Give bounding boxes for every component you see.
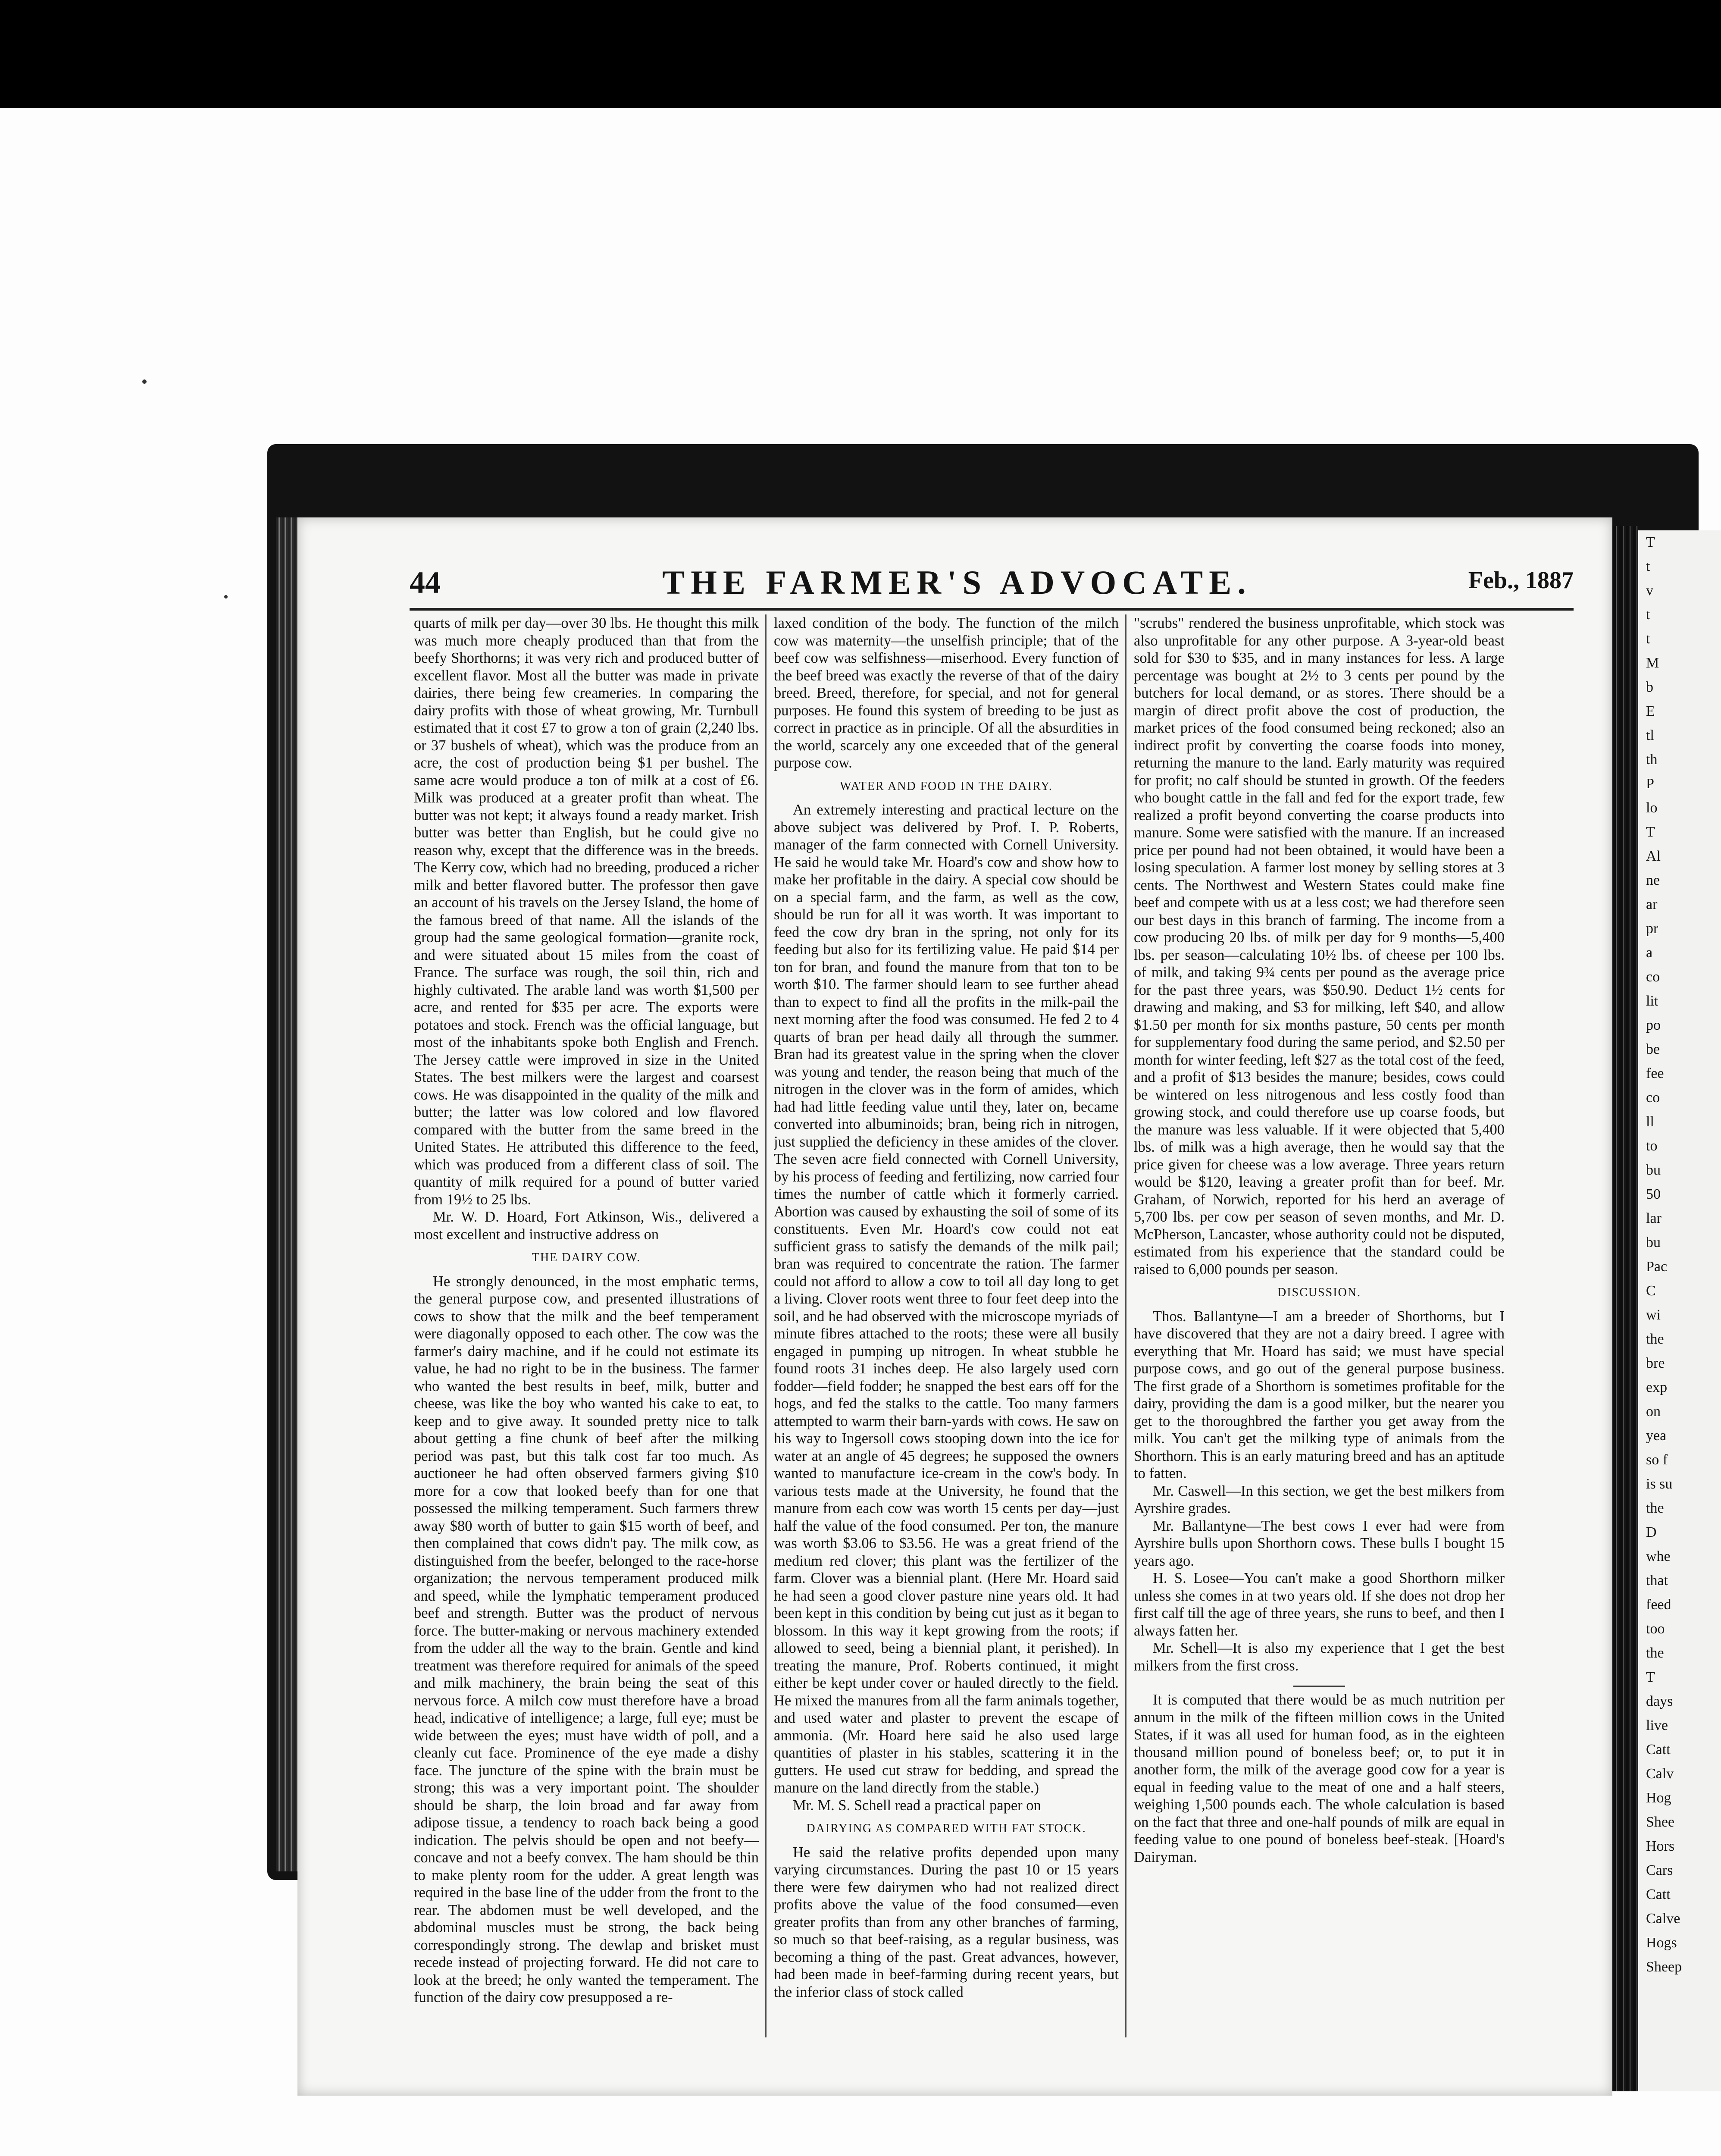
adjacent-page-fragment-text: 50 (1646, 1186, 1661, 1202)
adjacent-page-fragment-text: is su (1646, 1476, 1673, 1492)
adjacent-page-fragment (1638, 530, 1721, 2091)
column-separator (765, 614, 767, 2037)
adjacent-page-fragment-text: Calv (1646, 1766, 1674, 1782)
adjacent-page-fragment-text: T (1646, 1669, 1655, 1685)
adjacent-page-fragment-text: T (1646, 534, 1655, 550)
adjacent-page-fragment-text: Sheep (1646, 1959, 1682, 1975)
adjacent-page-fragment-text: bu (1646, 1162, 1661, 1178)
page-edge (1612, 526, 1638, 2091)
adjacent-page-fragment-text: bu (1646, 1235, 1661, 1250)
adjacent-page-fragment-text: a (1646, 945, 1653, 961)
adjacent-page-fragment-text: v (1646, 583, 1653, 599)
article-column-2 (774, 614, 1119, 2063)
adjacent-page-fragment-text: co (1646, 1090, 1660, 1106)
paragraph: An extremely interesting and practical lecture on the above subject was delivered by Prof. I. P. Roberts, manager of the farm connected with Cornell University. He said he would take Mr. Hoard's cow and show how to make her profitable in the dairy. A special cow should be on a special farm, and the farm, as well as the cow, should be run for all it was worth. It was important to feed the cow dry bran in the spring, not only for its feeding but also for its fertilizing value. He paid $14 per ton for bran, and found the manure from that ton to be worth $10. The farmer should learn to see further ahead than to expect to find all the profits in the milk-pail the next morning after the food was consumed. He fed 2 to 4 quarts of bran per head daily all through the summer. Bran had its greatest value in the spring when the clover was young and tender, the reason being that much of the nitrogen in the clover was in the form of amides, which had had little feeding value until they, later on, became converted into albuminoids; bran, being rich in nitrogen, just supplied the deficiency in these amides of the clover. The seven acre field connected with Cornell University, by his process of feeding and fertilizing, now carried four times the number of cattle which it formerly carried. Abortion was caused by exhausting the soil of some of its constituents. Even Mr. Hoard's cow could not eat sufficient grass to satisfy the demands of the milk pail; bran was required to concentrate the ration. The farmer could not afford to allow a cow to toil all day long to get a living. Clover roots went three to four feet deep into the soil, and he had observed with the microscope myriads of minute fibres attached to the roots; these were all busily engaged in pumping up nitrogen. In wheat stubble he found roots 31 inches deep. He also largely used corn fodder—field fodder; he snapped the best ears off for the hogs, and fed the stalks to the cattle. Too many farmers attempted to warm their barn-yards with cows. He saw on his way to Ingersoll cows stooping down into the ice for water at an angle of 45 degrees; he supposed the owners wanted to manufacture ice-cream in the cow's body. In various tests made at the University, he found that the manure from each cow was worth 15 cents per day—just half the value of the food consumed. Per ton, the manure was worth $3.06 to $3.56. He was a great friend of the medium red clover; this plant was the fertilizer of the farm. Clover was a biennial plant. (Here Mr. Hoard said he had seen a good clover pasture nine years old. It had been kept in this condition by being cut just as it began to blossom. In this way it kept growing from the roots; if allowed to seed, being a biennial plant, it perished). In treating the manure, Prof. Roberts continued, it might either be kept under cover or hauled directly to the field. He mixed the manures from all the farm animals together, and used water and plaster to prevent the escape of ammonia. (Mr. Hoard here said he also used large quantities of plaster in his stables, scattering it in the gutters. He used cut straw for bedding, and spread the manure on the land directly from the stable.) (774, 802, 1119, 1796)
adjacent-page-fragment-text: tl (1646, 727, 1654, 743)
adjacent-page-fragment-text: ar (1646, 896, 1658, 912)
film-speck (142, 379, 147, 384)
adjacent-page-fragment-text: lar (1646, 1210, 1662, 1226)
adjacent-page-fragment-text: t (1646, 607, 1650, 623)
adjacent-page-fragment-text: co (1646, 969, 1660, 985)
adjacent-page-fragment-text: ll (1646, 1114, 1654, 1130)
adjacent-page-fragment-text: Catt (1646, 1887, 1671, 1902)
masthead-rule (410, 608, 1574, 611)
section-heading: THE DAIRY COW. (532, 1251, 641, 1264)
adjacent-page-fragment-text: feed (1646, 1597, 1671, 1613)
adjacent-page-fragment-text: lo (1646, 800, 1658, 816)
paragraph: Mr. M. S. Schell read a practical paper on (793, 1797, 1041, 1814)
masthead (315, 561, 1599, 608)
adjacent-page-fragment-text: po (1646, 1017, 1661, 1033)
film-speck (224, 595, 228, 599)
adjacent-page-fragment-text: to (1646, 1138, 1658, 1154)
adjacent-page-fragment-text: Calve (1646, 1911, 1680, 1927)
page-number: 44 (410, 565, 441, 600)
paragraph: laxed condition of the body. The function of the milch cow was maternity—the unselfish principle; that of the beef cow was selfishness—miserhood. Every function of the beef breed was exactly the reverse of that of the dairy breed. Breed, therefore, for special, and not for general purposes. He found this system of breeding to be just as correct in practice as in principle. Of all the absurdities in the world, scarcely any one exceeded that of the general purpose cow. (774, 615, 1119, 771)
paragraph: Mr. Schell—It is also my experience that I get the best milkers from the first cross. (1134, 1640, 1505, 1674)
adjacent-page-fragment-text: P (1646, 776, 1654, 792)
adjacent-page-fragment-text: ne (1646, 872, 1660, 888)
column-separator (1125, 614, 1126, 2037)
adjacent-page-fragment-text: Hog (1646, 1790, 1671, 1806)
adjacent-page-fragment-text: lit (1646, 993, 1658, 1009)
section-heading: WATER AND FOOD IN THE DAIRY. (840, 779, 1053, 793)
paragraph: Mr. W. D. Hoard, Fort Atkinson, Wis., delivered a most excellent and instructive address on (414, 1209, 759, 1243)
adjacent-page-fragment-text: exp (1646, 1379, 1668, 1395)
article-column-1 (414, 614, 759, 2063)
adjacent-page-fragment-text: Al (1646, 848, 1661, 864)
adjacent-page-fragment-text: days (1646, 1693, 1673, 1709)
paragraph: "scrubs" rendered the business unprofitable, which stock was also unprofitable for any other purpose. A 3-year-old beast sold for $30 to $35, and in many instances for less. A large percentage was bought at 2½ to 3 cents per pound by the butchers for local demand, or as stores. There should be a margin of direct profit above the cost of production, the market prices of the food consumed being reckoned; also an indirect profit by converting the coarse foods into money, returning the manure to the land. Early maturity was required for profit; no calf should be stunted in growth. Of the feeders who bought cattle in the fall and fed for the export trade, few realized a profit beyond converting the coarse products into manure. Some were satisfied with the manure. If an increased price per pound had not been obtained, it would have been a losing speculation. A farmer lost money by selling stores at 3 cents. The Northwest and Western States could make fine beef and compete with us at a less cost; we had therefore seen our best days in this branch of farming. The income from a cow producing 20 lbs. of milk per day for 9 months—5,400 lbs. per season—calculating 10½ lbs. of cheese per 100 lbs. of milk, and taking 9¾ cents per pound as the average price for the past three years, was $50.90. Deduct 1½ cents for drawing and making, and $3 for milking, left $40, and allow $1.50 per month for six months pasture, 50 cents per month for supplementary food during the same period, and $2.50 per month for winter feeding, left $27 as the total cost of the feed, and a profit of $13 besides the manure; besides, cows could be wintered on less nitrogenous and less costly food than growing stock, and could therefore use up coarse foods, but the manure was less valuable. If it were objected that 5,400 lbs. of milk was a high average, then he would say that the price given for cheese was a low average. Three years return would be $120, leaving a greater profit than for beef. Mr. Graham, of Norwich, reported for his herd an average of 5,700 lbs. per cow per season of seven months, and Mr. D. McPherson, Lancaster, whose authority could not be disputed, estimated from his experience that the standard could be raised to 6,000 pounds per season. (1134, 615, 1505, 1278)
adjacent-page-fragment-text: T (1646, 824, 1655, 840)
adjacent-page-fragment-text: fee (1646, 1065, 1664, 1081)
adjacent-page-fragment-text: C (1646, 1283, 1656, 1299)
paragraph: Mr. Ballantyne—The best cows I ever had were from Ayrshire bulls upon Shorthorn cows. These bulls I bought 15 years ago. (1134, 1517, 1505, 1569)
adjacent-page-fragment-text: the (1646, 1645, 1664, 1661)
paragraph: He said the relative profits depended upon many varying circumstances. During the past 10 or 15 years there were few dairymen who had not realized direct profits above the value of the food consumed—even greater profits than from any other branches of farming, so much so that beef-raising, as a regular business, was becoming a thing of the past. Great advances, however, had been made in beef-farming during recent years, but the inferior class of stock called (774, 1844, 1119, 2000)
adjacent-page-fragment-text: so f (1646, 1452, 1668, 1468)
paragraph: Mr. Caswell—In this section, we get the best milkers from Ayrshire grades. (1134, 1482, 1505, 1517)
paragraph: Thos. Ballantyne—I am a breeder of Shorthorns, but I have discovered that they are not a dairy breed. I agree with everything that Mr. Hoard has said; we must have special purpose cows, and go out of the general purpose business. The first grade of a Shorthorn is sometimes profitable for the dairy, providing the dam is a good milker, but the nearer you get to the thoroughbred the farther you get away from the milk. You can't get the milking type of animals from the Shorthorn. This is an early maturing breed and has an aptitude to fatten. (1134, 1308, 1505, 1482)
paragraph: He strongly denounced, in the most emphatic terms, the general purpose cow, and presented illustrations of cows to show that the milk and the beef temperament were diagonally opposed to each other. The cow was the farmer's dairy machine, and if he could not estimate its value, he had no right to be in the business. The farmer who wanted the best results in beef, milk, butter and cheese, was like the boy who wanted his cake to eat, to keep and to give away. It sounded pretty nice to talk about getting a fine chunk of beef after the milking period was past, but this talk cost far too much. As auctioneer he had often observed farmers giving $10 more for a cow that looked beefy than for one that possessed the milking temperament. Such farmers threw away $80 worth of butter to gain $15 worth of beef, and then complained that cows didn't pay. The milk cow, as distinguished from the beefer, belonged to the race-horse organization; the nervous temperament produced milk and speed, while the lymphatic temperament produced beef and strength. Butter was the product of nervous force. The butter-making or nervous machinery extended from the udder all the way to the brain. Gentle and kind treatment was therefore required for animals of the speed and milk machinery, the brain being the seat of this nervous force. A milch cow must therefore have a broad head, indicative of intelligence; a large, full eye; must be wide between the eyes; must have width of poll, and a cleanly cut face. Prominence of the eye made a dishy face. The juncture of the spine with the brain must be strong; this was a very important point. The shoulder should be sharp, the loin broad and far away from adipose tissue, a tendency to roach back being a good indication. The pelvis should be open and not beefy—concave and not a beefy convex. The ham should be thin to make plenty room for the udder. A great length was required in the base line of the udder from the front to the rear. The abdomen must be well developed, and the abdominal muscles must be strong, the back being correspondingly strong. The dewlap and brisket must recede instead of projecting forward. He did not care to look at the breed; he only wanted the temperament. The function of the dairy cow presupposed a re- (414, 1273, 759, 2006)
adjacent-page-fragment-text: that (1646, 1573, 1668, 1589)
adjacent-page-fragment-text: Hogs (1646, 1935, 1677, 1951)
adjacent-page-text (1638, 530, 1721, 1979)
adjacent-page-fragment-text: on (1646, 1404, 1661, 1420)
adjacent-page-fragment-text: bre (1646, 1355, 1665, 1371)
adjacent-page-fragment-text: too (1646, 1621, 1665, 1637)
adjacent-page-fragment-text: wi (1646, 1307, 1661, 1323)
adjacent-page-fragment-text: t (1646, 631, 1650, 647)
adjacent-page-fragment-text: whe (1646, 1548, 1671, 1564)
adjacent-page-fragment-text: D (1646, 1524, 1657, 1540)
paragraph: H. S. Losee—You can't make a good Shorthorn milker unless she comes in at two years old. If she does not drop her first calf till the age of three years, she runs to beef, and then I always fatten her. (1134, 1570, 1505, 1639)
newspaper-title: THE FARMER'S ADVOCATE. (662, 564, 1252, 601)
divider (1293, 1686, 1345, 1687)
adjacent-page-fragment-text: Cars (1646, 1862, 1673, 1878)
article-column-3 (1134, 614, 1505, 2063)
section-heading: DISCUSSION. (1277, 1286, 1361, 1299)
adjacent-page-fragment-text: pr (1646, 921, 1658, 937)
adjacent-page-fragment-text: Shee (1646, 1814, 1675, 1830)
adjacent-page-fragment-text: yea (1646, 1428, 1667, 1444)
adjacent-page-fragment-text: Catt (1646, 1742, 1671, 1758)
paragraph: quarts of milk per day—over 30 lbs. He thought this milk was much more cheaply produced than that from the beefy Shorthorns; it was very rich and produced butter of excellent flavor. Most all the butter was made in private dairies, there being few creameries. In comparing the dairy profits with those of wheat growing, Mr. Turnbull estimated that it cost £7 to grow a ton of grain (2,240 lbs. or 37 bushels of wheat), which was the produce from an acre, the cost of production being $1 per bushel. The same acre would produce a ton of milk at a cost of £6. Milk was produced at a greater profit than wheat. The butter was not kept; it always found a ready market. Irish butter was better than English, but he could give no reason why, except that the difference was in the breeds. The Kerry cow, which had no breeding, produced a richer milk and better flavored butter. The professor then gave an account of his travels on the Jersey Island, the home of the famous breed of that name. All the islands of the group had the same geological formation—granite rock, and were situated about 15 miles from the coast of France. The surface was rough, the soil thin, rich and highly cultivated. The arable land was worth $1,500 per acre, and rented for $35 per acre. The exports were potatoes and stock. French was the official language, but most of the inhabitants spoke both English and French. The Jersey cattle were improved in size in the United States. The best milkers were the largest and coarsest cows. He was disappointed in the quality of the milk and butter; the latter was low colored and low flavored compared with the butter from the same breed in the United States. He attributed this difference to the feed, which was produced from a different class of soil. The quantity of milk required for a pound of butter varied from 19½ to 25 lbs. (414, 615, 759, 1208)
adjacent-page-fragment-text: the (1646, 1500, 1664, 1516)
section-heading: DAIRYING AS COMPARED WITH FAT STOCK. (806, 1822, 1086, 1835)
adjacent-page-fragment-text: Hors (1646, 1838, 1675, 1854)
adjacent-page-fragment-text: be (1646, 1041, 1660, 1057)
adjacent-page-fragment-text: Pac (1646, 1259, 1668, 1275)
adjacent-page-fragment-text: M (1646, 655, 1659, 671)
adjacent-page-fragment-text: live (1646, 1717, 1668, 1733)
paragraph: It is computed that there would be as much nutrition per annum in the milk of the fifteen million cows in the United States, if it was all used for human food, as in the eighteen thousand million pound of boneless beef; or, to put it in another form, the milk of the average good cow for a year is equal in feeding value to the meat of one and a half steers, weighing 1,500 pounds each. The whole calculation is based on the fact that three and one-half pounds of milk are equal in feeding value to one pound of boneless beef-steak. [Hoard's Dairyman. (1134, 1692, 1505, 1865)
adjacent-page-fragment-text: the (1646, 1331, 1664, 1347)
adjacent-page-fragment-text: t (1646, 558, 1650, 574)
adjacent-page-fragment-text: th (1646, 752, 1658, 768)
adjacent-page-fragment-text: b (1646, 679, 1653, 695)
adjacent-page-fragment-text: E (1646, 703, 1655, 719)
issue-date: Feb., 1887 (1468, 567, 1574, 594)
